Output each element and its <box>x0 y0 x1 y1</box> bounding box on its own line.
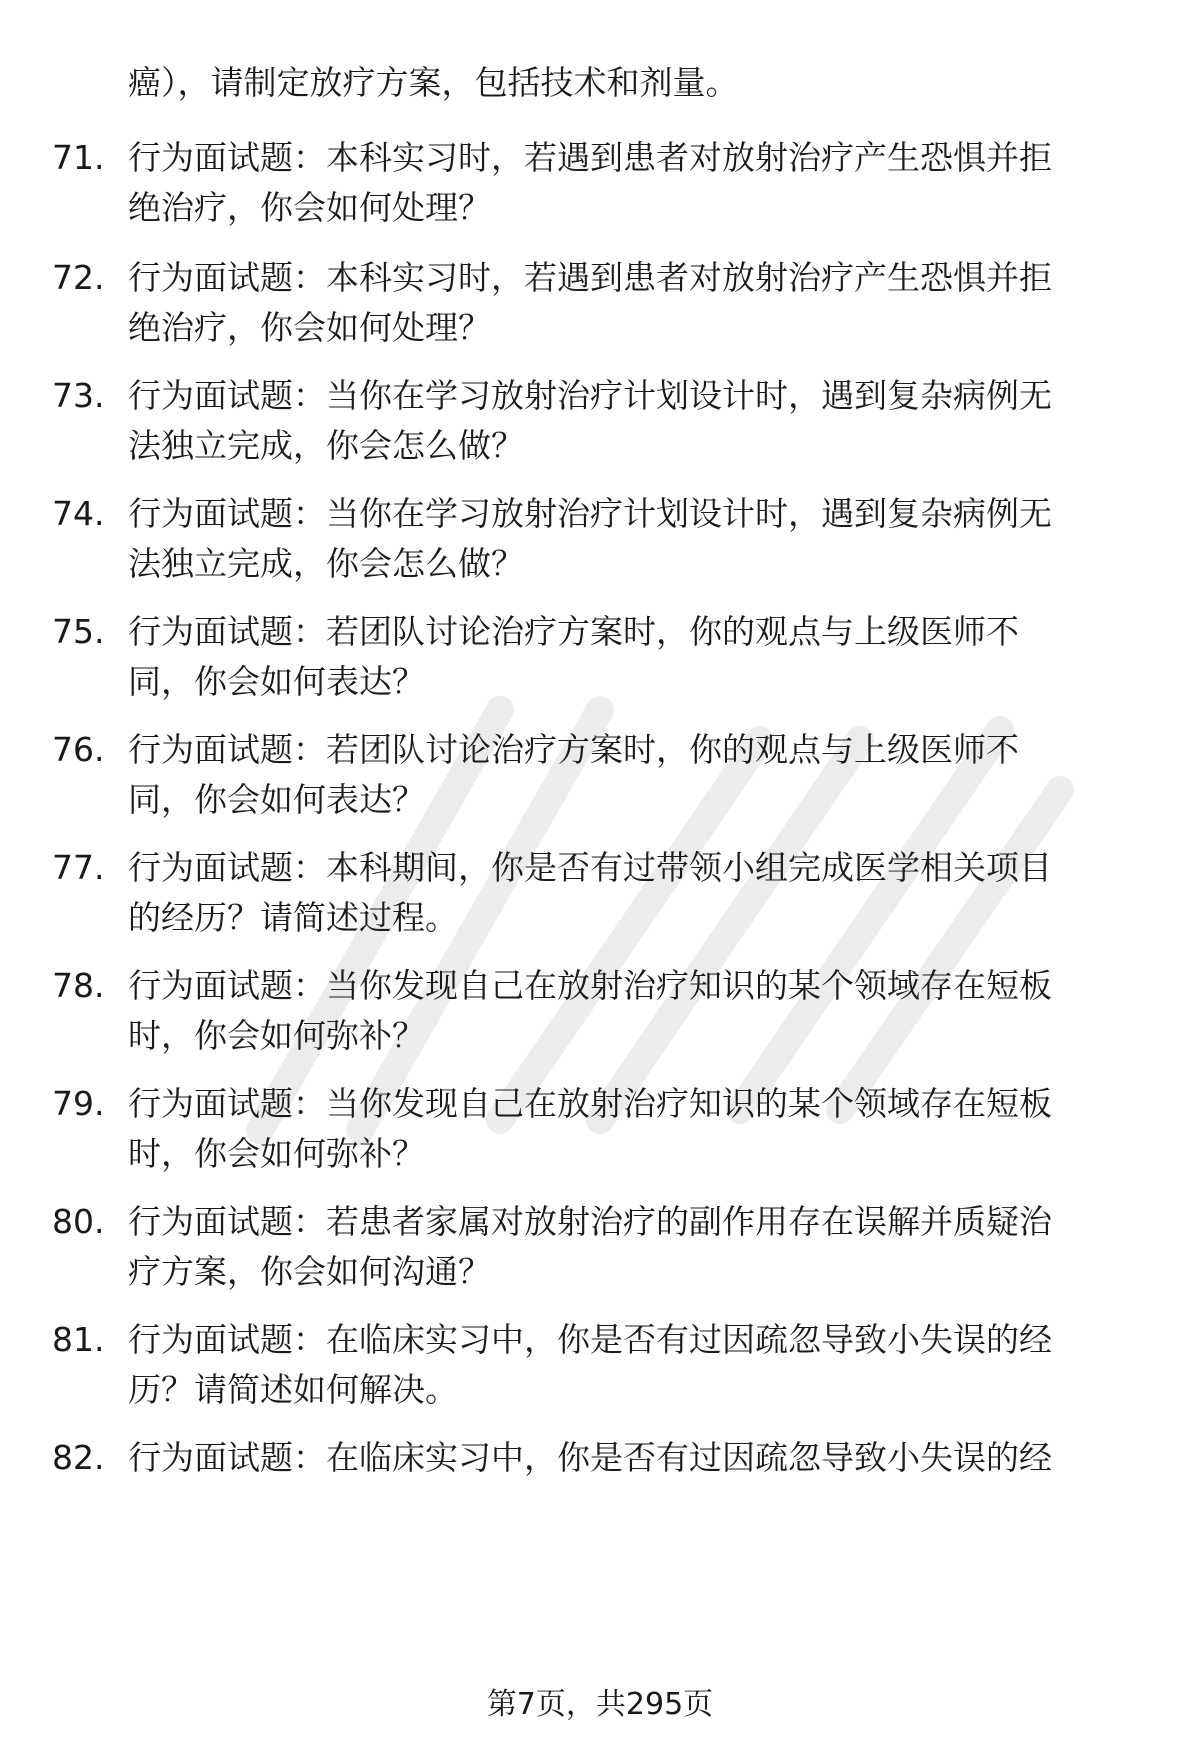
item-text-line: 行为面试题：当你发现自己在放射治疗知识的某个领域存在短板 <box>128 966 1052 1005</box>
item-text <box>128 133 1138 233</box>
item-number: 78. <box>52 966 105 1005</box>
item-number: 77. <box>52 848 105 887</box>
item-text-line: 绝治疗，你会如何处理？ <box>128 188 491 227</box>
item-text <box>128 1079 1138 1179</box>
item-text-line: 的经历？请简述过程。 <box>128 898 458 937</box>
item-text-line: 行为面试题：本科期间，你是否有过带领小组完成医学相关项目 <box>128 848 1052 887</box>
item-text-line: 行为面试题：若团队讨论治疗方案时，你的观点与上级医师不 <box>128 730 1019 769</box>
item-text-line: 时，你会如何弥补？ <box>128 1016 425 1055</box>
item-text <box>128 961 1138 1061</box>
item-text-line: 历？请简述如何解决。 <box>128 1370 458 1409</box>
item-text <box>128 1433 1138 1483</box>
item-text-line: 法独立完成，你会怎么做？ <box>128 544 524 583</box>
item-number: 76. <box>52 730 105 769</box>
item-text <box>128 1315 1138 1415</box>
item-text-line: 疗方案，你会如何沟通？ <box>128 1252 491 1291</box>
item-text-line: 行为面试题：在临床实习中，你是否有过因疏忽导致小失误的经 <box>128 1320 1052 1359</box>
item-text <box>128 607 1138 707</box>
item-number: 75. <box>52 612 105 651</box>
item-text <box>128 253 1138 353</box>
item-text-line: 同，你会如何表达？ <box>128 780 425 819</box>
item-text-line: 行为面试题：本科实习时，若遇到患者对放射治疗产生恐惧并拒 <box>128 258 1052 297</box>
item-text <box>128 1197 1138 1297</box>
item-text-line: 行为面试题：本科实习时，若遇到患者对放射治疗产生恐惧并拒 <box>128 138 1052 177</box>
item-number: 82. <box>52 1438 105 1477</box>
item-number: 79. <box>52 1084 105 1123</box>
continuation-line: 癌），请制定放疗方案，包括技术和剂量。 <box>128 63 739 102</box>
item-text-line: 行为面试题：当你在学习放射治疗计划设计时，遇到复杂病例无 <box>128 376 1052 415</box>
item-number: 71. <box>52 138 105 177</box>
item-number: 81. <box>52 1320 105 1359</box>
page-footer: 第7页，共295页 <box>486 1687 714 1722</box>
item-text <box>128 843 1138 943</box>
item-text-line: 行为面试题：当你在学习放射治疗计划设计时，遇到复杂病例无 <box>128 494 1052 533</box>
item-number: 74. <box>52 494 105 533</box>
item-text-line: 行为面试题：当你发现自己在放射治疗知识的某个领域存在短板 <box>128 1084 1052 1123</box>
item-text-line: 行为面试题：若团队讨论治疗方案时，你的观点与上级医师不 <box>128 612 1019 651</box>
item-text-line: 时，你会如何弥补？ <box>128 1134 425 1173</box>
item-number: 73. <box>52 376 105 415</box>
item-text <box>128 371 1138 471</box>
item-text-line: 绝治疗，你会如何处理？ <box>128 308 491 347</box>
item-number: 72. <box>52 258 105 297</box>
item-text-line: 行为面试题：若患者家属对放射治疗的副作用存在误解并质疑治 <box>128 1202 1052 1241</box>
item-text-line: 法独立完成，你会怎么做？ <box>128 426 524 465</box>
item-text <box>128 489 1138 589</box>
item-text <box>128 725 1138 825</box>
item-text-line: 行为面试题：在临床实习中，你是否有过因疏忽导致小失误的经 <box>128 1438 1052 1477</box>
item-number: 80. <box>52 1202 105 1241</box>
item-text-line: 同，你会如何表达？ <box>128 662 425 701</box>
